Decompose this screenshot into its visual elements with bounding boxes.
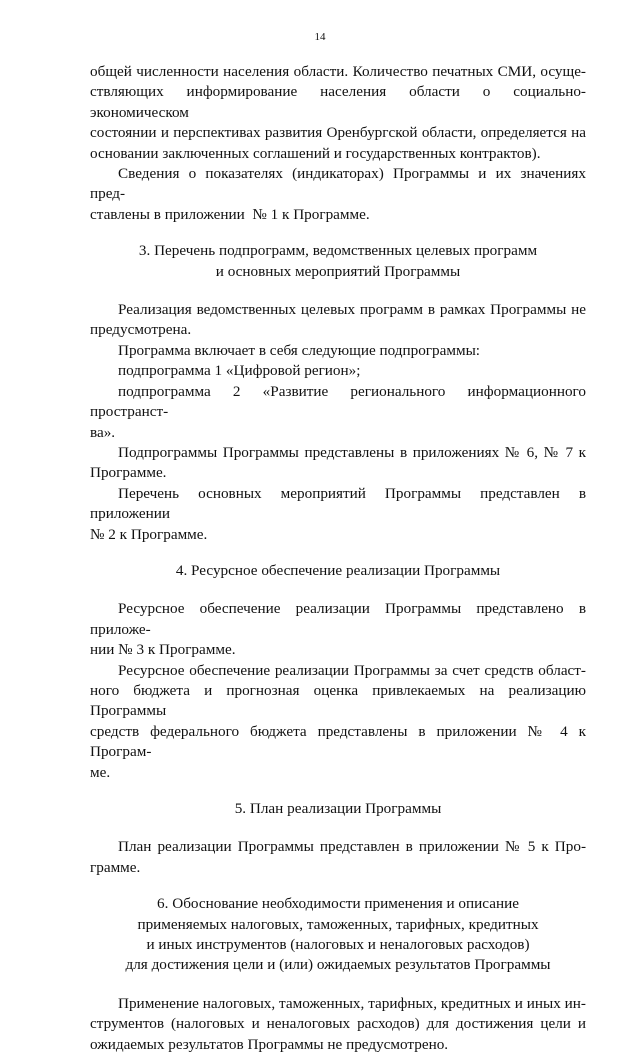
text-line: состоянии и перспективах развития Оренбургской области, определяется на [90,124,586,142]
text-line: Реализация ведомственных целевых программ в рамках Программы не [118,301,586,319]
text-line: подпрограмма 2 «Развитие регионального информационного пространст- [90,382,586,421]
text-line: Ресурсное обеспечение реализации Программы представлено в приложе- [90,600,586,638]
paragraph [90,484,586,545]
document-body [90,62,586,1055]
text-line: Применение налоговых, таможенных, тарифных, кредитных и иных ин- [118,994,586,1012]
section-heading [90,241,586,282]
text-line: ме. [90,763,111,781]
text-line: Перечень основных мероприятий Программы представлен в приложении [90,484,586,523]
heading-line: и иных инструментов (налоговых и неналоговых расходов) [146,936,530,954]
heading-line: 4. Ресурсное обеспечение реализации Программы [175,561,501,579]
text-line: Программа включает в себя следующие подпрограммы: [118,341,481,359]
text-line: ва». [90,423,116,441]
heading-line: и основных мероприятий Программы [215,262,461,280]
heading-line: 6. Обоснование необходимости применения и описание [157,895,519,913]
text-line: предусмотрена. [90,321,192,339]
text-line: План реализации Программы представлен в приложении № 5 к Про- [118,838,586,856]
heading-line: для достижения цели и (или) ожидаемых результатов Программы [125,956,551,974]
text-line: струментов (налоговых и неналоговых расходов) для достижения цели и [90,1015,586,1033]
paragraph [90,661,586,783]
heading-line: 5. План реализации Программы [234,800,442,817]
text-line: основании заключенных соглашений и государственных контрактов). [90,144,541,162]
heading-line: 3. Перечень подпрограмм, ведомственных целевых программ [138,242,538,260]
text-line: № 2 к Программе. [90,525,208,543]
section-heading [90,894,586,976]
text-line: ставлены в приложении № 1 к Программе. [90,205,370,223]
text-line: грамме. [90,858,141,876]
heading-line: применяемых налоговых, таможенных, тарифных, кредитных [137,915,539,933]
text-line: подпрограмма 1 «Цифровой регион»; [118,362,361,380]
paragraph [90,837,586,878]
text-line: Сведения о показателях (индикаторах) Программы и их значениях пред- [90,165,586,203]
text-line: ствляющих информирование населения области о социально-экономическом [90,83,586,121]
section-heading [90,799,586,819]
text-line: нии № 3 к Программе. [90,641,236,659]
text-line: ожидаемых результатов Программы не предусмотрено. [90,1035,449,1053]
paragraph [90,443,586,484]
text-line: средств федерального бюджета представлены в приложении № 4 к Програм- [90,722,586,761]
paragraph [90,599,586,660]
text-line: Подпрограммы Программы представлены в приложениях № 6, № 7 к [118,443,586,461]
text-line: общей численности населения области. Количество печатных СМИ, осуще- [90,63,586,80]
text-line: Программе. [90,464,167,482]
paragraph [90,62,586,164]
paragraph [90,164,586,225]
paragraph [90,994,586,1055]
text-line: Ресурсное обеспечение реализации Программы за счет средств област- [118,661,586,679]
section-heading [90,561,586,581]
paragraph [90,300,586,341]
paragraph [90,382,586,443]
page-number: 14 [314,31,326,43]
text-line: ного бюджета и прогнозная оценка привлекаемых на реализацию Программы [90,681,586,720]
